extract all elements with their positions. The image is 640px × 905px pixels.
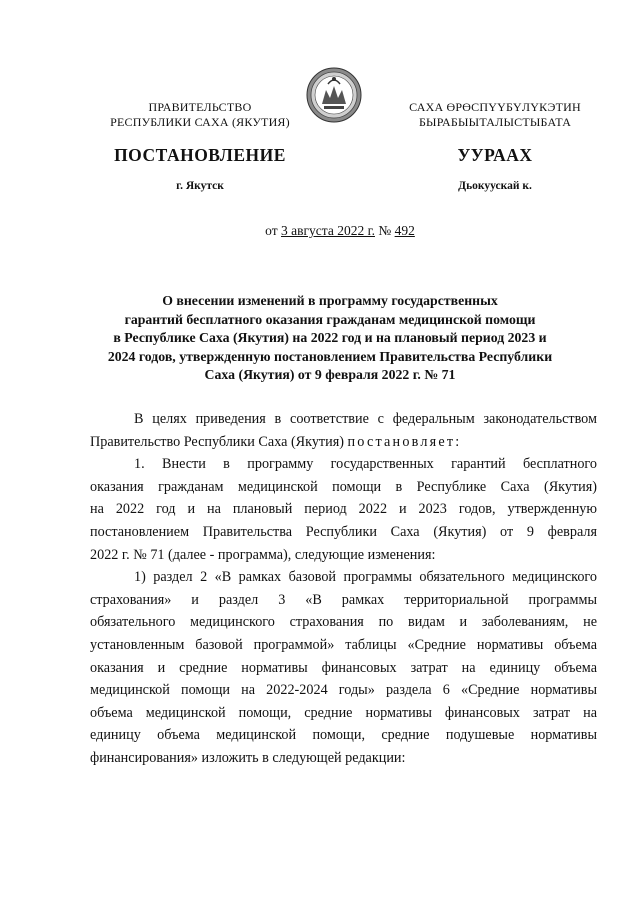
header-right-line2: БЫРАБЫЫТАЛЫСТЫБАТА: [418, 115, 572, 129]
body-line: установленным базовой программой» таблицы «Средние нормативы объема: [90, 636, 597, 653]
header-right-line1: САХА ӨРӨСПҮҮБҮЛҮКЭТИН: [409, 100, 581, 114]
body-line: оказания гражданам медицинской помощи в Республике Саха (Якутия): [90, 478, 597, 495]
body-text: Правительство Республики Саха (Якутия): [90, 433, 344, 450]
decree-dateline: [200, 223, 480, 239]
body-line: 1) раздел 2 «В рамках базовой программы обязательного медицинского: [134, 569, 597, 586]
body-line: медицинской помощи на 2022-2024 годы» раздела 6 «Средние нормативы: [90, 682, 597, 699]
title-line: О внесении изменений в программу государственных: [162, 293, 498, 308]
title-line: гарантий бесплатного оказания гражданам медицинской помощи: [124, 311, 536, 327]
decree-date: 3 августа 2022 г.: [281, 223, 375, 238]
city-ru: г. Якутск: [176, 180, 224, 192]
header-government-ru: [100, 100, 300, 130]
header-government-sakha: [370, 100, 620, 130]
paragraph-preamble: [90, 408, 597, 453]
body-line: постановлением Правительства Республики Саха (Якутия) от 9 февраля: [90, 523, 597, 540]
body-line: 2022 г. № 71 (далее - программа), следующие изменения:: [90, 546, 436, 563]
decree-title-ru: ПОСТАНОВЛЕНИЕ: [114, 145, 286, 165]
body-line: [90, 431, 597, 454]
body-line: оказания и средние нормативы финансовых затрат на единицу объема: [90, 659, 597, 676]
paragraph-item-1: [90, 453, 597, 566]
decree-number: 492: [394, 223, 415, 238]
body-line: страхования» и раздел 3 «В рамках территориальной программы: [90, 591, 597, 608]
resolves-spaced: постановляет:: [347, 433, 462, 450]
paragraph-subitem-1: [90, 566, 597, 769]
header-left-line1: ПРАВИТЕЛЬСТВО: [148, 100, 252, 114]
body-line: В целях приведения в соответствие с федеральным законодательством: [134, 411, 597, 427]
body-line: единицу объема медицинской помощи, средние подушевые нормативы: [90, 727, 597, 744]
body-line: на 2022 год и на плановый период 2022 и 2023 годов, утвержденную: [90, 501, 597, 518]
decree-subject-title: [90, 292, 570, 385]
body-line: обязательного медицинского страхования по видам и заболеваниям, не: [90, 614, 597, 631]
coat-of-arms-emblem-icon: [306, 64, 362, 126]
decree-body: [90, 408, 597, 770]
decree-title-sakha: УУРААХ: [457, 145, 533, 165]
body-line: финансирования» изложить в следующей редакции:: [90, 749, 406, 766]
body-line: 1. Внести в программу государственных гарантий бесплатного: [134, 456, 597, 473]
title-line: в Республике Саха (Якутия) на 2022 год и на плановый период 2023 и: [113, 330, 547, 346]
number-sign: №: [378, 223, 392, 238]
city-sakha: Дьокуускай к.: [458, 180, 532, 192]
title-line: 2024 годов, утвержденную постановлением Правительства Республики: [107, 348, 553, 364]
title-line: Саха (Якутия) от 9 февраля 2022 г. № 71: [204, 367, 456, 383]
header-left-line2: РЕСПУБЛИКИ САХА (ЯКУТИЯ): [110, 115, 290, 129]
body-line: объема медицинской помощи, средние нормативы финансовых затрат на: [90, 704, 597, 721]
dateline-prefix: от: [265, 223, 278, 238]
